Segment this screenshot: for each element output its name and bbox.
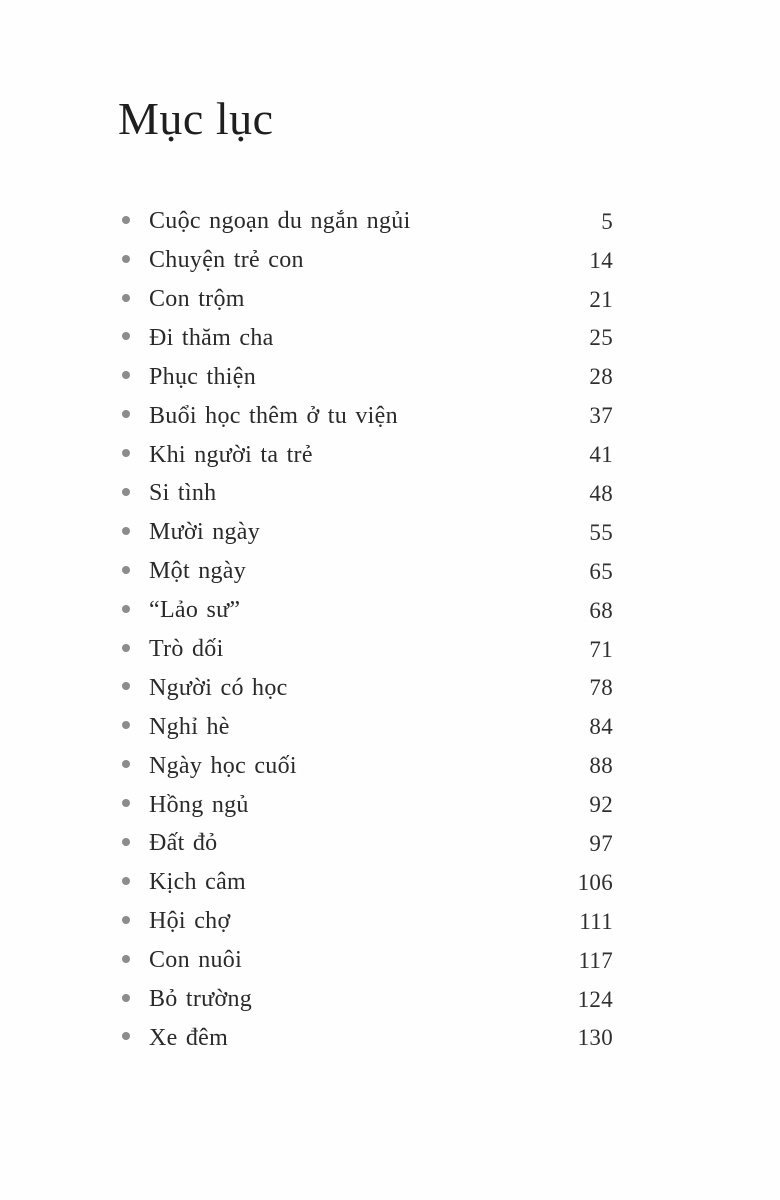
entry-page-number: 55	[589, 519, 613, 545]
toc-entry	[118, 902, 613, 941]
bullet-icon	[122, 1032, 130, 1040]
toc-entry	[118, 825, 613, 864]
entry-title: Một ngày	[149, 558, 247, 585]
entry-title: Nghỉ hè	[149, 713, 230, 740]
entry-page-number: 78	[589, 675, 613, 701]
entry-page-number: 41	[589, 442, 613, 468]
entry-title: Đi thăm cha	[149, 324, 274, 351]
entry-title: Chuyện trẻ con	[149, 247, 304, 274]
toc-entry	[118, 747, 613, 786]
entry-page-number: 14	[589, 247, 613, 273]
entry-page-number: 84	[589, 714, 613, 740]
bullet-icon	[122, 605, 130, 613]
bullet-icon	[122, 216, 130, 224]
entry-page-number: 124	[577, 986, 613, 1012]
bullet-icon	[122, 410, 130, 418]
bullet-icon	[122, 877, 130, 885]
toc-list	[118, 202, 613, 1058]
entry-title: Si tình	[149, 480, 217, 507]
entry-page-number: 5	[601, 208, 613, 234]
bullet-icon	[122, 838, 130, 846]
toc-entry	[118, 708, 613, 747]
entry-page-number: 48	[589, 480, 613, 506]
bullet-icon	[122, 644, 130, 652]
toc-entry	[118, 980, 613, 1019]
entry-title: Kịch câm	[149, 869, 247, 896]
bullet-icon	[122, 916, 130, 924]
bullet-icon	[122, 488, 130, 496]
entry-page-number: 117	[578, 947, 613, 973]
entry-page-number: 97	[589, 830, 613, 856]
entry-title: Người có học	[149, 674, 288, 701]
bullet-icon	[122, 527, 130, 535]
entry-title: Xe đêm	[149, 1024, 229, 1051]
toc-entry	[118, 863, 613, 902]
toc-entry	[118, 591, 613, 630]
toc-entry	[118, 552, 613, 591]
entry-page-number: 21	[589, 286, 613, 312]
entry-title: Bỏ trường	[149, 986, 253, 1013]
bullet-icon	[122, 255, 130, 263]
toc-entry	[118, 475, 613, 514]
entry-page-number: 130	[577, 1025, 613, 1051]
entry-page-number: 25	[589, 325, 613, 351]
entry-page-number: 111	[579, 908, 613, 934]
entry-title: Mười ngày	[149, 519, 261, 546]
entry-title: Khi người ta trẻ	[149, 441, 313, 468]
entry-page-number: 92	[589, 792, 613, 818]
bullet-icon	[122, 294, 130, 302]
entry-title: “Lảo sư”	[149, 597, 241, 624]
bullet-icon	[122, 682, 130, 690]
entry-title: Hồng ngủ	[149, 791, 249, 818]
entry-title: Phục thiện	[149, 363, 256, 390]
entry-title: Trò dối	[149, 636, 224, 663]
entry-page-number: 71	[589, 636, 613, 662]
bullet-icon	[122, 994, 130, 1002]
bullet-icon	[122, 449, 130, 457]
toc-entry	[118, 319, 613, 358]
entry-page-number: 68	[589, 597, 613, 623]
bullet-icon	[122, 799, 130, 807]
toc-entry	[118, 786, 613, 825]
bullet-icon	[122, 721, 130, 729]
bullet-icon	[122, 955, 130, 963]
entry-title: Con nuôi	[149, 947, 243, 974]
entry-page-number: 28	[589, 364, 613, 390]
page-title: Mục lục	[118, 93, 274, 144]
entry-page-number: 37	[589, 403, 613, 429]
bullet-icon	[122, 371, 130, 379]
entry-page-number: 106	[577, 869, 613, 895]
entry-page-number: 65	[589, 558, 613, 584]
toc-entry	[118, 1019, 613, 1058]
toc-entry	[118, 397, 613, 436]
toc-entry	[118, 280, 613, 319]
toc-entry	[118, 202, 613, 241]
entry-title: Ngày học cuối	[149, 752, 297, 779]
toc-entry	[118, 941, 613, 980]
bullet-icon	[122, 566, 130, 574]
toc-entry	[118, 436, 613, 475]
entry-title: Buổi học thêm ở tu viện	[149, 402, 398, 429]
toc-entry	[118, 358, 613, 397]
entry-title: Hội chợ	[149, 908, 231, 935]
entry-title: Đất đỏ	[149, 830, 218, 857]
toc-entry	[118, 669, 613, 708]
entry-title: Con trộm	[149, 286, 245, 313]
entry-page-number: 88	[589, 753, 613, 779]
bullet-icon	[122, 332, 130, 340]
toc-entry	[118, 241, 613, 280]
entry-title: Cuộc ngoạn du ngắn ngủi	[149, 208, 411, 235]
toc-entry	[118, 630, 613, 669]
bullet-icon	[122, 760, 130, 768]
toc-entry	[118, 513, 613, 552]
